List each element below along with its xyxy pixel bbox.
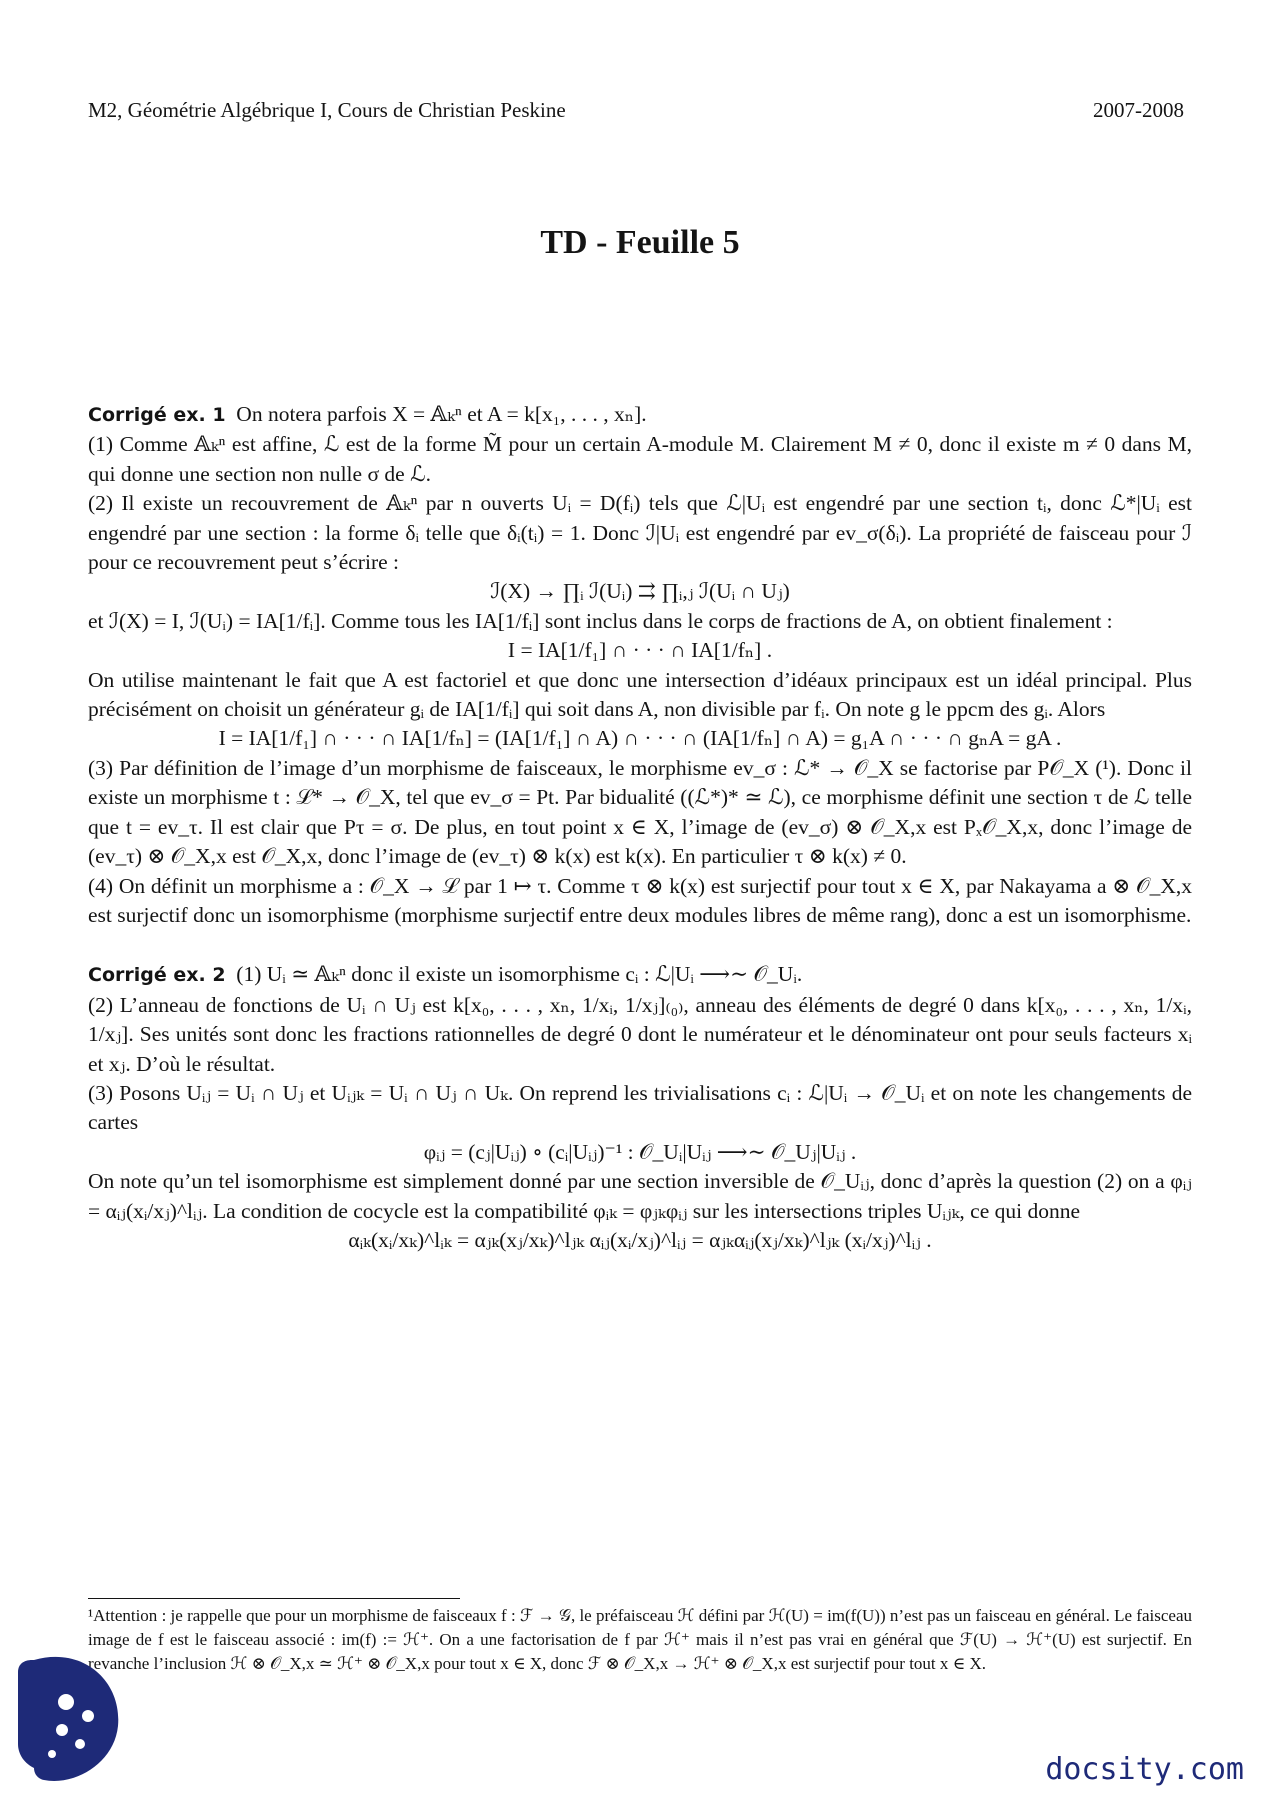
- ex2-equation-transition: φᵢⱼ = (cⱼ|Uᵢⱼ) ∘ (cᵢ|Uᵢⱼ)⁻¹ : 𝒪_Uᵢ|Uᵢⱼ ⟶∼ 𝒪_Uⱼ|Uᵢⱼ .: [423, 1139, 857, 1164]
- ex1-part2-cont: et ℐ(X) = I, ℐ(Uᵢ) = IA[1/fᵢ]. Comme tous les IA[1/fᵢ] sont inclus dans le corps de fractions de A, on obtient finalement :: [88, 608, 1113, 633]
- ex2-part2: (2) L’anneau de fonctions de Uᵢ ∩ Uⱼ est k[x₀, . . . , xₙ, 1/xᵢ, 1/xⱼ]₍₀₎, anneau des éléments de degré 0 dans k[x₀, . . . , xₙ, 1/xᵢ, 1/xⱼ]. Ses unités sont donc les fractions rationnelles de degré 0 dont le numérateur et le dénominateur ont pour seuls facteurs xᵢ et xⱼ. D’où le résultat.: [88, 992, 1192, 1076]
- ex2-part3-cont: On note qu’un tel isomorphisme est simplement donné par une section inversible de 𝒪_Uᵢⱼ, donc d’après la question (2) on a φᵢⱼ = αᵢⱼ(xᵢ/xⱼ)^lᵢⱼ. La condition de cocycle est la compatibilité φᵢₖ = φⱼₖφᵢⱼ sur les intersections triples Uᵢⱼₖ, ce qui donne: [88, 1169, 1192, 1223]
- document-body: [88, 400, 1192, 1255]
- ex2-intro-line: [88, 960, 1192, 990]
- ex2-heading: Corrigé ex. 2: [88, 964, 226, 987]
- ex1-equation-ppcm: I = IA[1/f₁] ∩ · · · ∩ IA[1/fₙ] = (IA[1/f₁] ∩ A) ∩ · · · ∩ (IA[1/fₙ] ∩ A) = g₁A ∩ · · · ∩ gₙA = gA .: [218, 726, 1062, 751]
- ex2-intro: (1) Uᵢ ≃ 𝔸ₖⁿ donc il existe un isomorphisme cᵢ : ℒ|Uᵢ ⟶∼ 𝒪_Uᵢ.: [236, 962, 803, 987]
- section-gap: [88, 930, 1192, 960]
- ex2-part3: (3) Posons Uᵢⱼ = Uᵢ ∩ Uⱼ et Uᵢⱼₖ = Uᵢ ∩ Uⱼ ∩ Uₖ. On reprend les trivialisations cᵢ : ℒ|Uᵢ → 𝒪_Uᵢ et on note les changements de cartes: [88, 1080, 1192, 1135]
- ex1-intro: On notera parfois X = 𝔸ₖⁿ et A = k[x₁, . . . , xₙ].: [236, 402, 647, 426]
- ex1-equation-sheaf: ℐ(X) → ∏ᵢ ℐ(Uᵢ) ⇉ ∏ᵢ,ⱼ ℐ(Uᵢ ∩ Uⱼ): [490, 579, 790, 604]
- footnotes: [88, 1604, 1192, 1676]
- course-title: M2, Géométrie Algébrique I, Cours de Christian Peskine: [88, 98, 566, 122]
- page-header: [88, 98, 1184, 123]
- ex1-part3: (3) Par définition de l’image d’un morphisme de faisceaux, le morphisme ev_σ : ℒ* → 𝒪_X se factorise par P𝒪_X (¹). Donc il existe un morphisme t : ℒ* → 𝒪_X, tel que ev_σ = Pt. Par bidualité ((ℒ*)* ≃ ℒ), ce morphisme définit une section τ de ℒ telle que t = ev_τ. Il est clair que Pτ = σ. De plus, en tout point x ∈ X, l’image de (ev_σ) ⊗ 𝒪_X,x est Pₓ𝒪_X,x, donc l’image de (ev_τ) ⊗ 𝒪_X,x est 𝒪_X,x, donc l’image de (ev_τ) ⊗ k(x) est k(x). En particulier τ ⊗ k(x) ≠ 0.: [88, 755, 1192, 869]
- ex2-equation-cocycle: αᵢₖ(xᵢ/xₖ)^lᵢₖ = αⱼₖ(xⱼ/xₖ)^lⱼₖ αᵢⱼ(xᵢ/xⱼ)^lᵢⱼ = αⱼₖαᵢⱼ(xⱼ/xₖ)^lⱼₖ (xᵢ/xⱼ)^lᵢⱼ .: [348, 1227, 932, 1252]
- ex1-equation-intersection: I = IA[1/f₁] ∩ · · · ∩ IA[1/fₙ] .: [507, 638, 773, 663]
- footnote-divider: [88, 1598, 460, 1599]
- docsity-logo-icon: [14, 1652, 126, 1788]
- docsity-watermark[interactable]: docsity.com: [1045, 1752, 1244, 1787]
- page-title: TD - Feuille 5: [540, 224, 740, 261]
- ex1-intro-line: [88, 400, 1192, 430]
- ex1-part1: (1) Comme 𝔸ₖⁿ est affine, ℒ est de la forme M̃ pour un certain A-module M. Clairement M ≠ 0, donc il existe m ≠ 0 dans M, qui donne une section non nulle σ de ℒ.: [88, 432, 1192, 486]
- ex1-part4: (4) On définit un morphisme a : 𝒪_X → ℒ par 1 ↦ τ. Comme τ ⊗ k(x) est surjectif pour tout x ∈ X, par Nakayama a ⊗ 𝒪_X,x est surjectif donc un isomorphisme (morphisme surjectif entre deux modules libres de même rang), donc a est un isomorphisme.: [88, 873, 1192, 927]
- footnote-1: ¹Attention : je rappelle que pour un morphisme de faisceaux f : ℱ → 𝒢, le préfaisceau ℋ défini par ℋ(U) = im(f(U)) n’est pas un faisceau en général. Le faisceau image de f est le faisceau associé : im(f) := ℋ⁺. On a une factorisation de f par ℋ⁺ mais il n’est pas vrai en général que ℱ(U) → ℋ⁺(U) est surjectif. En revanche l’inclusion ℋ ⊗ 𝒪_X,x ≃ ℋ⁺ ⊗ 𝒪_X,x pour tout x ∈ X, donc ℱ ⊗ 𝒪_X,x → ℋ⁺ ⊗ 𝒪_X,x est surjectif pour tout x ∈ X.: [88, 1606, 1192, 1673]
- ex1-heading: Corrigé ex. 1: [88, 404, 226, 426]
- ex1-part2: (2) Il existe un recouvrement de 𝔸ₖⁿ par n ouverts Uᵢ = D(fᵢ) tels que ℒ|Uᵢ est engendré par une section tᵢ, donc ℒ*|Uᵢ est engendré par une section : la forme δᵢ telle que δᵢ(tᵢ) = 1. Donc ℐ|Uᵢ est engendré par ev_σ(δᵢ). La propriété de faisceau pour ℐ pour ce recouvrement peut s’écrire :: [88, 491, 1192, 575]
- academic-year: 2007-2008: [1093, 98, 1184, 122]
- ex1-part2-factorial: On utilise maintenant le fait que A est factoriel et que donc une intersection d’idéaux principaux est un idéal principal. Plus précisément on choisit un générateur gᵢ de IA[1/fᵢ] qui soit dans A, non divisible par fᵢ. On note g le ppcm des gᵢ. Alors: [88, 667, 1192, 722]
